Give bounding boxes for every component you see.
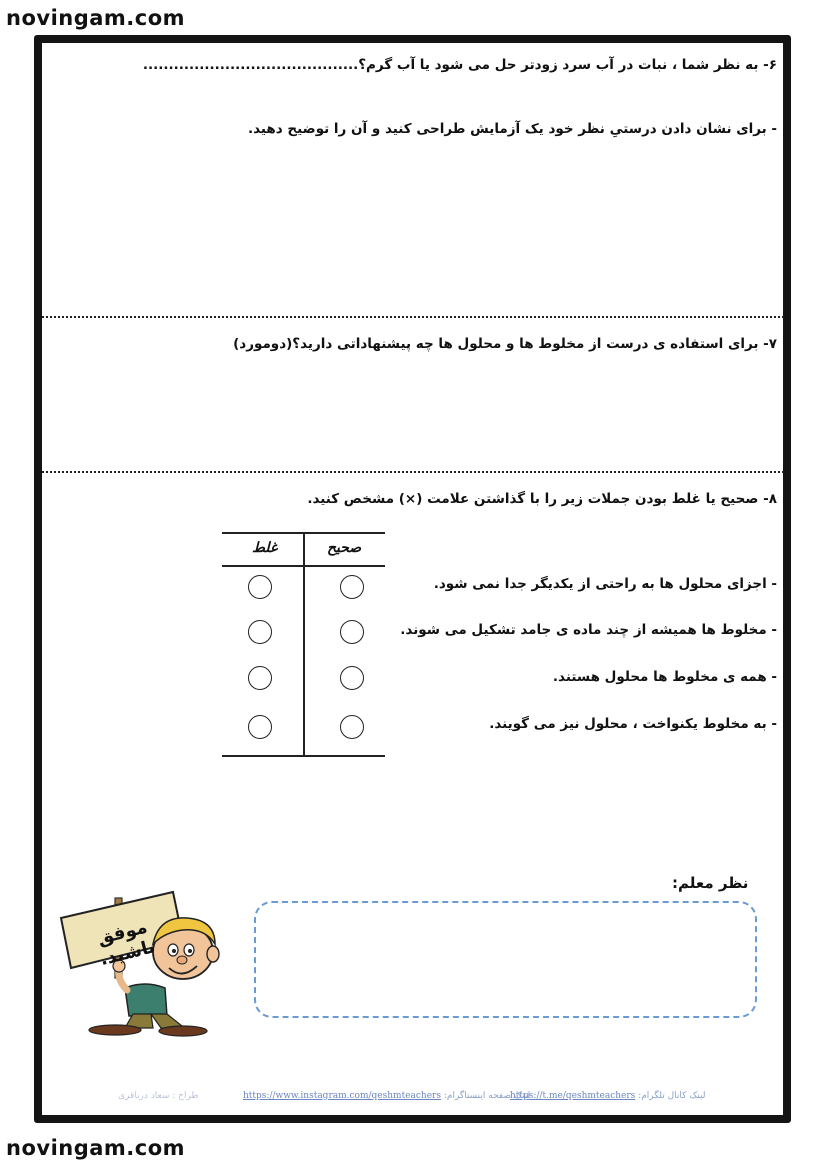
footer-instagram (243, 1091, 530, 1101)
instagram-link[interactable]: https://www.instagram.com/qeshmteachers (243, 1091, 441, 1101)
watermark-top: novingam.com (6, 6, 186, 30)
statement-3: - همه ی مخلوط ها محلول هستند. (552, 669, 777, 685)
true-option-3[interactable] (340, 666, 364, 690)
statement-4: - به مخلوط یکنواخت ، محلول نیز می گویند. (489, 716, 777, 732)
false-option-1[interactable] (248, 575, 272, 599)
teacher-comment-label: نظر معلم: (672, 874, 749, 892)
table-column-divider (303, 534, 305, 756)
true-option-4[interactable] (340, 715, 364, 739)
false-option-4[interactable] (248, 715, 272, 739)
telegram-label: لینک کانال تلگرام: (638, 1091, 706, 1101)
question-8-title: ۸- صحیح یا غلط بودن جملات زیر را با گذاشتن علامت (×) مشخص کنید. (307, 491, 777, 507)
section-divider (42, 316, 784, 318)
question-7-title: ۷- برای استفاده ی درست از مخلوط ها و محلول ها چه پیشنهاداتی دارید؟(دومورد) (233, 336, 777, 352)
column-header-false: غلط (252, 540, 278, 556)
statement-2: - مخلوط ها همیشه از چند ماده ی جامد تشکیل می شوند. (400, 622, 777, 638)
false-option-3[interactable] (248, 666, 272, 690)
statement-1: - اجزای محلول ها به راحتی از یکدیگر جدا نمی شود. (433, 576, 777, 592)
instagram-label: لینک صفحه اینستاگرام: (443, 1091, 531, 1101)
true-option-1[interactable] (340, 575, 364, 599)
column-header-true: صحیح (327, 540, 362, 556)
true-option-2[interactable] (340, 620, 364, 644)
footer-telegram (510, 1091, 705, 1101)
footer-designer: طراح : سعاد درباقری (118, 1091, 199, 1101)
false-option-2[interactable] (248, 620, 272, 644)
question-6-title: ۶- به نظر شما ، نبات در آب سرد زودتر حل می شود یا آب گرم؟.......................................... (142, 57, 777, 73)
teacher-comment-box[interactable] (254, 901, 757, 1018)
section-divider (42, 471, 784, 473)
question-6-instruction: - برای نشان دادن درستیِ نظر خود یک آزمایش طراحی کنید و آن را توضیح دهید. (247, 121, 777, 137)
telegram-link[interactable]: https://t.me/qeshmteachers (510, 1091, 636, 1101)
sign-text: موفق باشید. (95, 916, 158, 971)
watermark-bottom: novingam.com (6, 1136, 186, 1160)
